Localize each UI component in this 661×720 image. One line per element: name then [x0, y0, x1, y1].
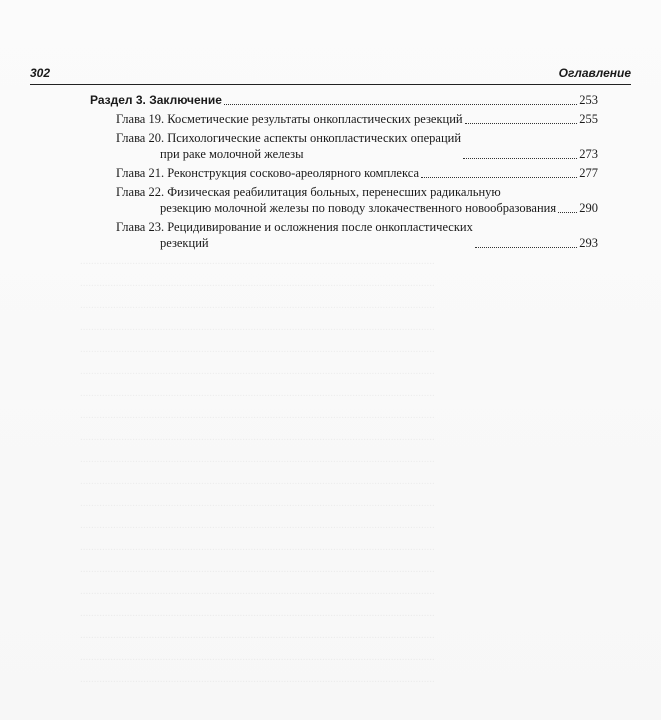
- toc-page-number: 277: [579, 166, 598, 180]
- toc-page-number: 253: [579, 93, 598, 107]
- leader-dots: [421, 176, 577, 178]
- toc-title-line: резекций: [160, 236, 209, 250]
- leader-dots: [463, 157, 577, 159]
- toc-chapter-title: [116, 111, 463, 127]
- toc-part-title: Раздел 3. Заключение: [90, 93, 222, 107]
- toc-title-line: Глава 20. Психологические аспекты онкопластических операций: [116, 131, 462, 145]
- table-of-contents: [90, 92, 598, 254]
- toc-chapter-title: [116, 130, 461, 162]
- toc-chapter-20[interactable]: [90, 130, 598, 162]
- header-rule: [30, 84, 631, 85]
- toc-chapter-23[interactable]: [90, 219, 598, 251]
- toc-page-number: 290: [579, 201, 598, 215]
- toc-chapter-19[interactable]: [90, 111, 598, 127]
- leader-dots: [224, 103, 577, 105]
- toc-title-line: Глава 19. Косметические результаты онкопластических резекций: [116, 112, 463, 126]
- leader-dots: [475, 246, 577, 248]
- toc-chapter-title: [116, 219, 473, 251]
- toc-title-line: Глава 21. Реконструкция сосково-ареолярного комплекса: [116, 166, 419, 180]
- toc-chapter-21[interactable]: [90, 165, 598, 181]
- toc-title-line: Глава 22. Физическая реабилитация больных, перенесших радикальную: [116, 185, 501, 199]
- toc-title-line: Глава 23. Рецидивирование и осложнения после онкопластических: [116, 220, 473, 234]
- toc-chapter-22[interactable]: [90, 184, 598, 216]
- bleed-through-text: ................................................................................................................................. ................................................................................................................................. ................................................................................................................................. ................................................................................................................................. ................................................................................................................................. ................................................................................................................................. ................................................................................................................................. ................................................................................................................................. ................................................................................................................................. ................................................................................................................................. ................................................................................................................................. ................................................................................................................................. ................................................................................................................................. ................................................................................................................................. ................................................................................................................................. ................................................................................................................................. ................................................................................................................................. ................................................................................................................................. ................................................................................................................................. .................................................................................................................................: [80, 255, 435, 685]
- leader-dots: [465, 122, 578, 124]
- toc-title-line: при раке молочной железы: [160, 147, 304, 161]
- toc-page-number: 273: [579, 147, 598, 161]
- toc-part-entry[interactable]: [90, 92, 598, 108]
- toc-chapter-title: [116, 165, 419, 181]
- section-title: Оглавление: [558, 66, 631, 80]
- toc-chapter-title: [116, 184, 556, 216]
- toc-page-number: 255: [579, 112, 598, 126]
- page-number: 302: [30, 66, 51, 80]
- leader-dots: [558, 211, 577, 213]
- toc-page-number: 293: [579, 236, 598, 250]
- running-header: [30, 66, 631, 84]
- toc-title-line: резекцию молочной железы по поводу злокачественного новообразования: [160, 201, 557, 215]
